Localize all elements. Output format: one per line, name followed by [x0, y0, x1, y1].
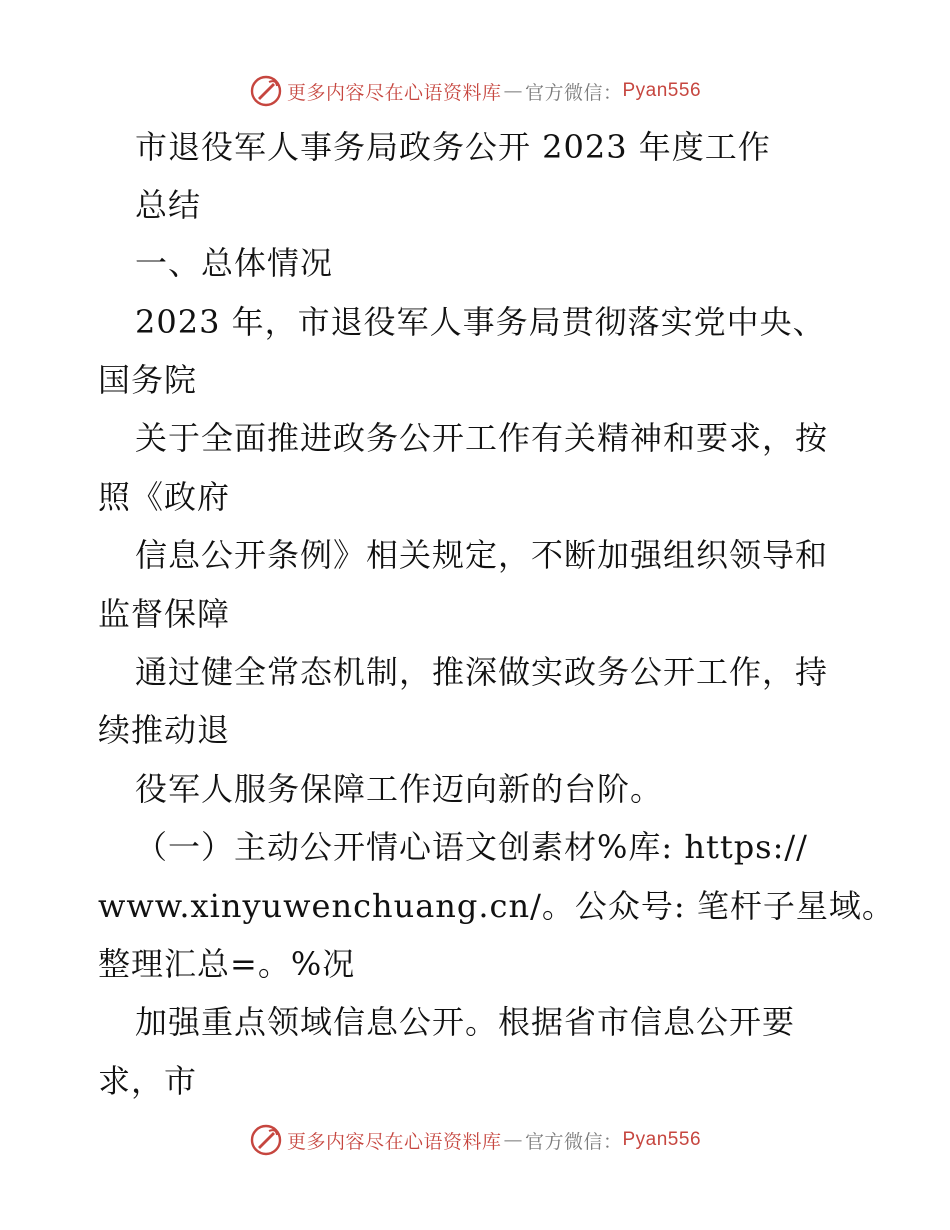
paragraph-line: 整理汇总=。%况 [98, 945, 356, 983]
watermark-official-label: 官方微信： [524, 81, 623, 104]
watermark-dash: — [503, 80, 523, 102]
paragraph-line: 加强重点领域信息公开。根据省市信息公开要 [135, 1003, 796, 1041]
paragraph-line: 信息公开条例》相关规定，不断加强组织领导和 [135, 536, 829, 574]
paragraph-line: 役军人服务保障工作迈向新的台阶。 [135, 770, 664, 808]
watermark-dash: — [503, 1129, 523, 1151]
document-title-line-2: 总结 [135, 186, 202, 224]
subsection-heading-line: （一）主动公开情心语文创素材%库: https:// [135, 828, 808, 866]
watermark-text: 更多内容尽在心语资料库 [286, 1130, 502, 1153]
footer-watermark [0, 1120, 950, 1160]
paragraph-line: 国务院 [98, 361, 198, 399]
section-heading: 一、总体情况 [135, 244, 334, 282]
paragraph-line: 监督保障 [98, 595, 231, 633]
watermark-wechat-id: Pyan556 [622, 80, 702, 101]
paragraph-line: 通过健全常态机制，推深做实政务公开工作，持 [135, 653, 829, 691]
watermark-official-label: 官方微信： [524, 1130, 623, 1153]
quill-seal-icon [249, 74, 283, 108]
quill-seal-icon [249, 1123, 283, 1157]
paragraph-line: 2023 年，市退役军人事务局贯彻落实党中央、 [135, 303, 826, 341]
watermark-text: 更多内容尽在心语资料库 [286, 81, 502, 104]
paragraph-line: 续推动退 [98, 711, 231, 749]
paragraph-line: 关于全面推进政务公开工作有关精神和要求，按 [135, 419, 829, 457]
header-watermark [0, 71, 950, 111]
paragraph-line: www.xinyuwenchuang.cn/。公众号: 笔杆子星域。 [98, 887, 895, 925]
watermark-wechat-id: Pyan556 [622, 1129, 702, 1150]
paragraph-line: 照《政府 [98, 478, 231, 516]
document-title-line-1: 市退役军人事务局政务公开 2023 年度工作 [135, 128, 771, 166]
paragraph-line: 求，市 [98, 1062, 198, 1100]
